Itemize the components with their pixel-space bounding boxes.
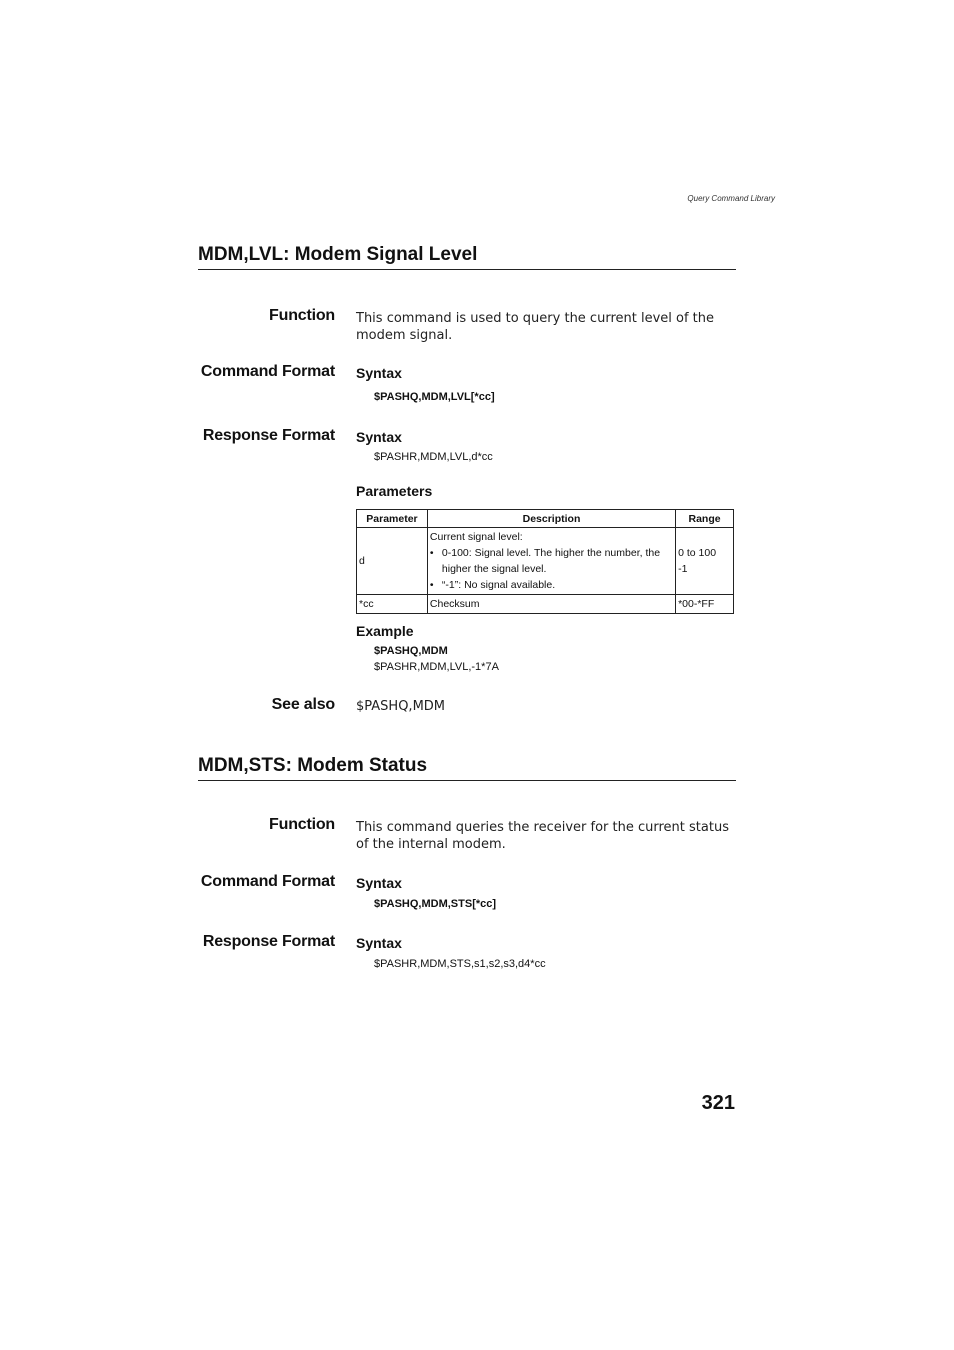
parameters-label: Parameters <box>356 483 433 499</box>
table-row <box>357 528 734 595</box>
table-cell-range: *00-*FF <box>676 595 734 614</box>
response-syntax: $PASHR,MDM,LVL,d*cc <box>374 451 493 463</box>
range-line: -1 <box>678 563 688 575</box>
table-cell-description: Checksum <box>427 595 675 614</box>
see-also-label: See also <box>271 696 335 713</box>
function-text: This command is used to query the current level of the modem signal. <box>356 311 715 343</box>
command-format-label: Command Format <box>200 873 335 890</box>
response-format-label: Response Format <box>202 427 335 444</box>
table-row <box>357 595 734 614</box>
table-header-row <box>357 510 734 528</box>
function-label: Function <box>269 307 335 324</box>
table-cell-range <box>676 528 734 595</box>
running-header: Query Command Library <box>687 194 775 203</box>
parameters-table <box>356 509 734 614</box>
response-syntax: $PASHR,MDM,STS,s1,s2,s3,d4*cc <box>374 958 546 970</box>
description-intro: Current signal level: <box>429 531 523 543</box>
table-cell-description <box>427 528 675 595</box>
table-cell-parameter: *cc <box>357 595 428 614</box>
table-cell-parameter: d <box>357 528 428 595</box>
response-syntax-label: Syntax <box>356 935 402 951</box>
list-item: • “-1”: No signal available. <box>430 577 673 593</box>
command-syntax: $PASHQ,MDM,STS[*cc] <box>374 898 497 910</box>
see-also-text: $PASHQ,MDM <box>356 699 446 714</box>
table-header-description: Description <box>427 510 675 528</box>
list-item: • 0-100: Signal level. The higher the number, the higher the signal level. <box>430 545 673 577</box>
response-format-label: Response Format <box>202 933 335 950</box>
example-label: Example <box>356 623 414 639</box>
command-syntax: $PASHQ,MDM,LVL[*cc] <box>374 391 495 403</box>
section-title-mdm-lvl: MDM,LVL: Modem Signal Level <box>198 244 736 270</box>
example-command: $PASHQ,MDM <box>374 645 448 657</box>
function-text: This command queries the receiver for the current status of the internal modem. <box>356 820 729 852</box>
response-syntax-label: Syntax <box>356 429 402 445</box>
command-syntax-label: Syntax <box>356 875 402 891</box>
table-header-range: Range <box>676 510 734 528</box>
command-syntax-label: Syntax <box>356 365 402 381</box>
example-response: $PASHR,MDM,LVL,-1*7A <box>374 661 499 673</box>
page-number: 321 <box>701 1092 735 1114</box>
table-header-parameter: Parameter <box>357 510 428 528</box>
function-label: Function <box>269 816 335 833</box>
command-format-label: Command Format <box>200 363 335 380</box>
range-line: 0 to 100 <box>678 547 717 559</box>
section-title-mdm-sts: MDM,STS: Modem Status <box>198 755 736 781</box>
description-list <box>430 545 673 593</box>
